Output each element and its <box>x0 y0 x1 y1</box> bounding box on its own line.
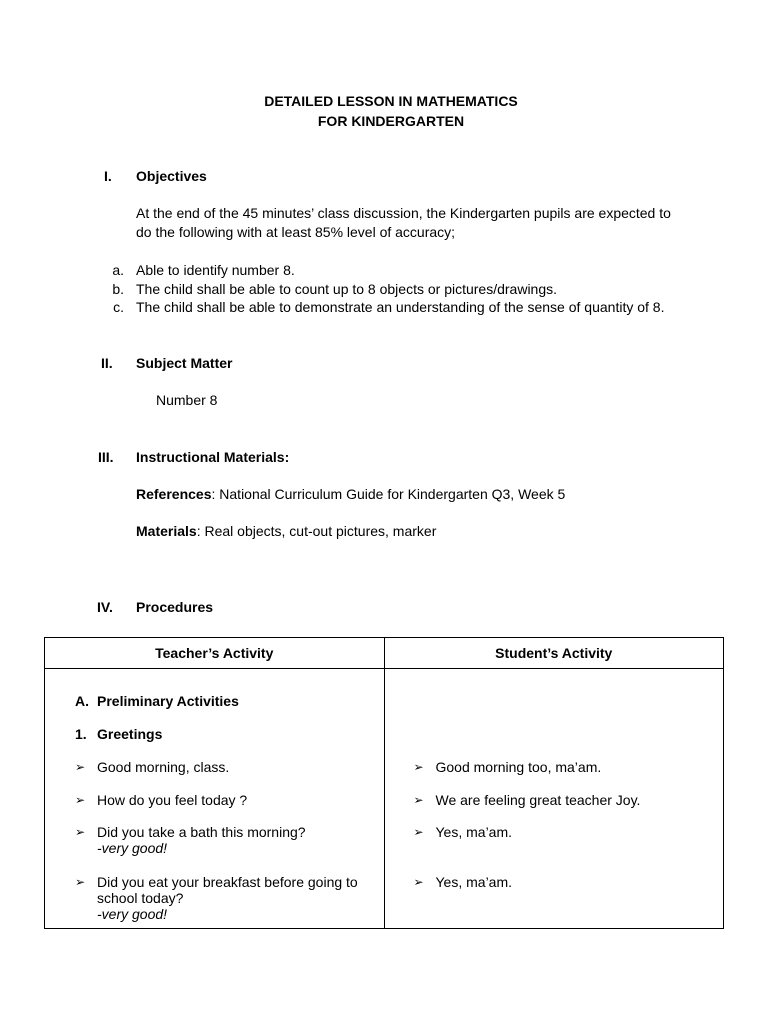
subject-matter-heading: Subject Matter <box>136 355 233 371</box>
bullet-arrow-icon: ➢ <box>75 875 86 889</box>
bullet-arrow-icon: ➢ <box>413 875 424 889</box>
document-title-line-2: FOR KINDERGARTEN <box>317 113 465 129</box>
teacher-activity-cell <box>45 669 385 929</box>
teacher-line-3: Did you take a bath this morning? <box>97 824 306 840</box>
materials-label: Materials <box>136 523 197 539</box>
subject-matter-numeral: II. <box>101 355 113 371</box>
student-line-4: Yes, ma’am. <box>435 874 513 890</box>
objective-b-marker: b. <box>112 281 124 297</box>
teacher-line-2: How do you feel today ? <box>97 792 248 808</box>
student-line-1: Good morning too, ma’am. <box>435 759 602 775</box>
references-line <box>136 485 565 503</box>
bullet-arrow-icon: ➢ <box>75 793 86 807</box>
teacher-line-3-note: -very good! <box>97 840 168 856</box>
objective-a-marker: a. <box>112 262 124 278</box>
bullet-arrow-icon: ➢ <box>413 793 424 807</box>
materials-heading: Instructional Materials: <box>136 449 290 465</box>
preliminary-heading: Preliminary Activities <box>97 693 239 709</box>
teacher-line-4-continued: school today? <box>97 890 184 906</box>
procedures-table <box>44 637 724 929</box>
objectives-intro-line-1: At the end of the 45 minutes’ class discussion, the Kindergarten pupils are expected to <box>136 205 671 221</box>
teacher-line-4-note: -very good! <box>97 906 168 922</box>
teacher-line-1: Good morning, class. <box>97 759 230 775</box>
objectives-numeral: I. <box>104 168 112 184</box>
objectives-intro-line-2: do the following with at least 85% level of accuracy; <box>136 224 456 240</box>
greetings-heading: Greetings <box>97 726 163 742</box>
objective-c-text: The child shall be able to demonstrate an understanding of the sense of quantity of 8. <box>136 299 665 315</box>
references-value: : National Curriculum Guide for Kindergarten Q3, Week 5 <box>211 486 566 502</box>
student-line-3: Yes, ma’am. <box>435 824 513 840</box>
references-label: References <box>136 486 212 502</box>
objective-c-marker: c. <box>113 299 124 315</box>
student-activity-cell <box>384 669 724 929</box>
bullet-arrow-icon: ➢ <box>413 760 424 774</box>
materials-value: : Real objects, cut-out pictures, marker <box>196 523 437 539</box>
teacher-line-4: Did you eat your breakfast before going to <box>97 874 358 890</box>
document-title-line-1: DETAILED LESSON IN MATHEMATICS <box>264 93 518 109</box>
procedures-heading: Procedures <box>136 599 214 615</box>
bullet-arrow-icon: ➢ <box>75 825 86 839</box>
bullet-arrow-icon: ➢ <box>75 760 86 774</box>
preliminary-marker: A. <box>75 693 89 709</box>
greetings-marker: 1. <box>75 726 87 742</box>
materials-line <box>136 522 436 540</box>
table-row <box>45 669 724 929</box>
procedures-numeral: IV. <box>97 599 113 615</box>
materials-numeral: III. <box>98 449 114 465</box>
teacher-activity-header: Teacher’s Activity <box>45 638 385 669</box>
student-activity-header: Student’s Activity <box>384 638 724 669</box>
objective-b-text: The child shall be able to count up to 8 objects or pictures/drawings. <box>136 281 558 297</box>
objectives-heading: Objectives <box>136 168 207 184</box>
objective-a-text: Able to identify number 8. <box>136 262 295 278</box>
table-header-row <box>45 638 724 669</box>
subject-matter-content: Number 8 <box>156 392 218 408</box>
bullet-arrow-icon: ➢ <box>413 825 424 839</box>
student-line-2: We are feeling great teacher Joy. <box>435 792 641 808</box>
